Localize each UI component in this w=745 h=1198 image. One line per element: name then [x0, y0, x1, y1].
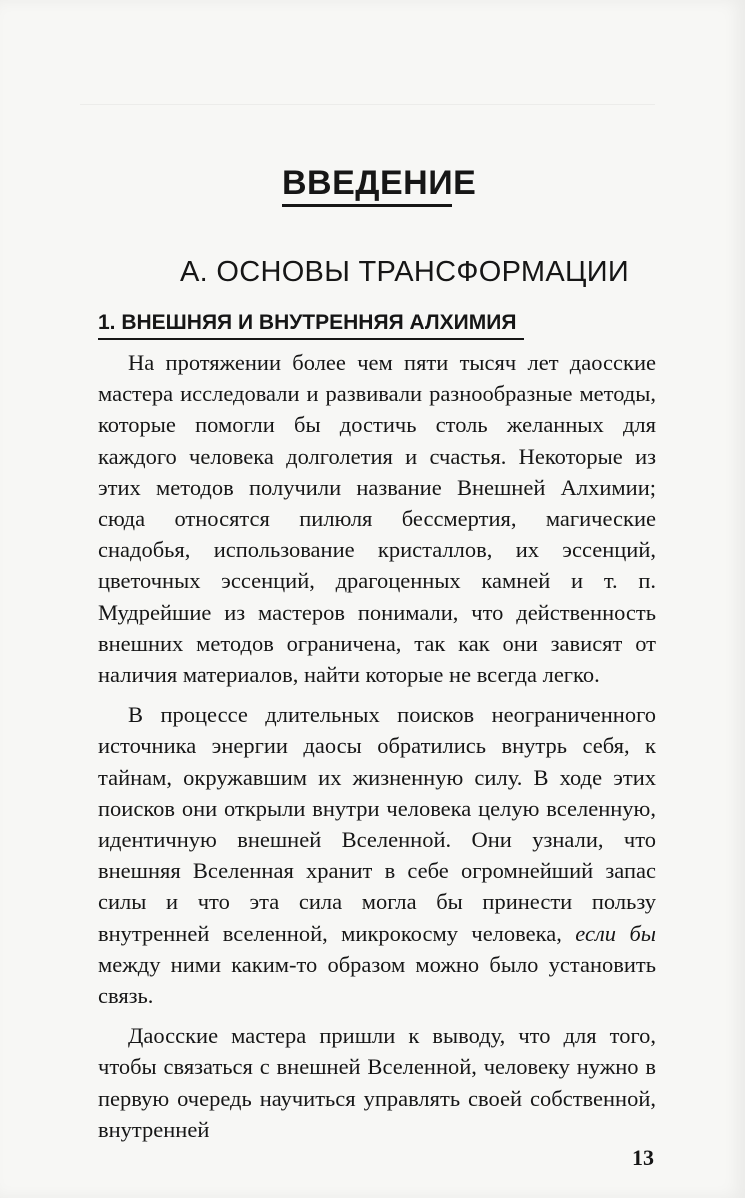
- paragraph-1: На протяжении более чем пяти тысяч лет даосские мастера исследовали и развивали разнообразные методы, которые помогли бы достичь столь желанных для каждого человека долголетия и счастья. Некоторые из этих методов получили название Внешней Алхимии; сюда относятся пилюля бессмертия, магические снадобья, использование кристаллов, их эссенций, цветочных эссенций, драгоценных камней и т. п. Мудрейшие из мастеров понимали, что действенность внешних методов ограничена, так как они зависят от наличия материалов, найти которые не всегда легко.: [98, 350, 656, 688]
- paragraph-2-end: между ними каким-то образом можно было установить связь.: [98, 951, 656, 1009]
- subsection-title: 1. ВНЕШНЯЯ И ВНУТРЕННЯЯ АЛХИМИЯ: [98, 308, 524, 340]
- chapter-title: ВВЕДЕНИЕ: [282, 162, 452, 207]
- body-text: [98, 347, 656, 1145]
- paragraph-2: [98, 699, 656, 1011]
- page-content: [98, 162, 656, 1154]
- section-title: А. ОСНОВЫ ТРАНСФОРМАЦИИ: [180, 256, 630, 288]
- paragraph-3: Даосские мастера пришли к выводу, что для того, чтобы связаться с внешней Вселенной, человеку нужно в первую очередь научиться управлять своей собственной, внутренней: [98, 1023, 656, 1142]
- paragraph-2-italic: если бы: [575, 920, 656, 946]
- show-through-header: [80, 70, 655, 105]
- page-number: 13: [632, 1145, 654, 1170]
- paragraph-2-text: В процессе длительных поисков неограниченного источника энергии даосы обратились внутрь себя, к тайнам, окружавшим их жизненную силу. В ходе этих поисков они открыли внутри человека целую вселенную, идентичную внешней Вселенной. Они узнали, что внешняя Вселенная хранит в себе огромнейший запас силы и что эта сила могла бы принести пользу внутренней вселенной, микрокосму человека,: [98, 702, 656, 946]
